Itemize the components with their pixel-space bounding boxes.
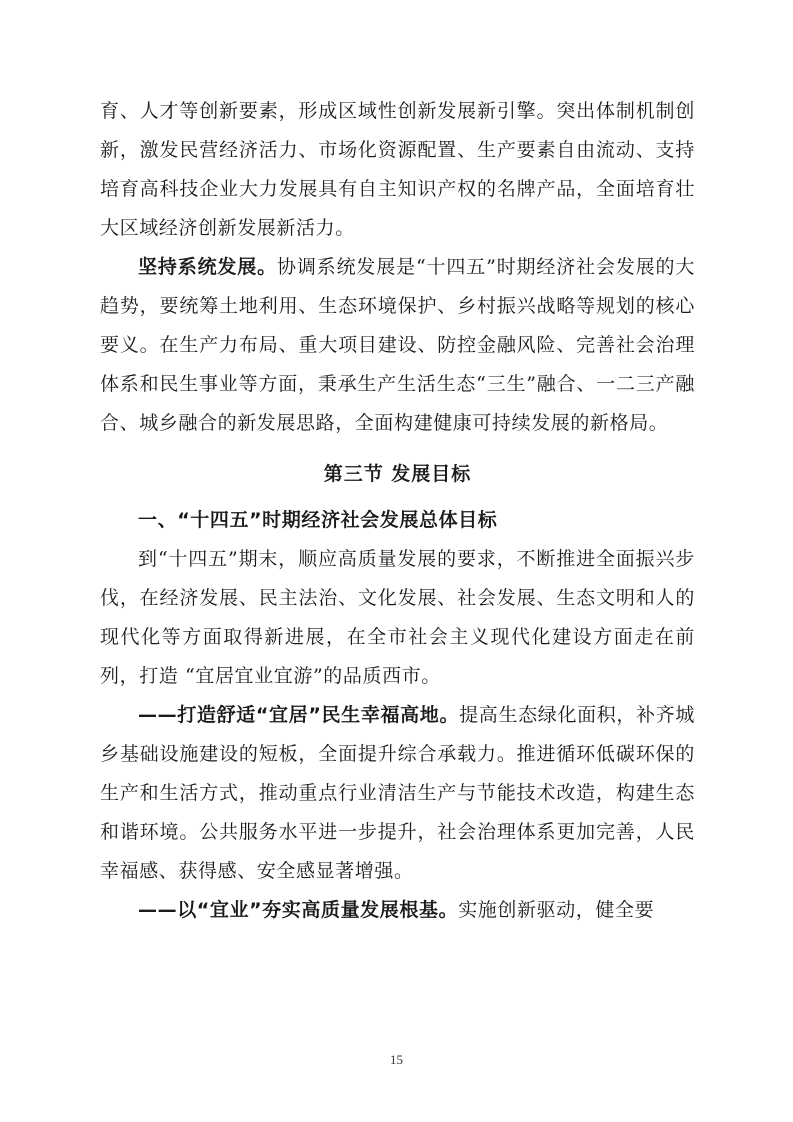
paragraph-goal-business: [100, 891, 695, 930]
page-number: 15: [390, 1052, 403, 1067]
goal-livable-lead: ——打造舒适“宜居”民生幸福高地。: [138, 704, 460, 726]
paragraph-body: 协调系统发展是“十四五”时期经济社会发展的大趋势，要统筹土地利用、生态环境保护、乡村振兴战略等规划的核心要义。在生产力布局、重大项目建设、防控金融风险、完善社会治理体系和民生事业等方面，秉承生产生活生态“三生”融合、一二三产融合、城乡融合的新发展思路，全面构建健康可持续发展的新格局。: [100, 256, 695, 434]
goal-livable-body: 提高生态绿化面积，补齐城乡基础设施建设的短板，全面提升综合承载力。推进循环低碳环保的生产和生活方式，推动重点行业清洁生产与节能技术改造，构建生态和谐环境。公共服务水平进一步提升，社会治理体系更加完善，人民幸福感、获得感、安全感显著增强。: [100, 704, 695, 882]
paragraph-system-development: [100, 248, 695, 443]
paragraph-innovation-continued: 育、人才等创新要素，形成区域性创新发展新引擎。突出体制机制创新，激发民营经济活力、市场化资源配置、生产要素自由流动、支持培育高科技企业大力发展具有自主知识产权的名牌产品，全面培育壮大区域经济创新发展新活力。: [100, 100, 695, 239]
paragraph-lead-heading: 坚持系统发展。: [138, 256, 277, 278]
section-title: 第三节 发展目标: [323, 463, 472, 485]
subsection-title: 一、“十四五”时期经济社会发展总体目标: [138, 509, 498, 531]
body-text: [100, 92, 695, 930]
goal-business-body: 实施创新驱动，健全要: [458, 899, 655, 921]
paragraph-goal-livable: [100, 696, 695, 891]
paragraph-goals-intro: 到“十四五”期末，顺应高质量发展的要求，不断推进全面振兴步伐，在经济发展、民主法治、文化发展、社会发展、生态文明和人的现代化等方面取得新进展，在全市社会主义现代化建设方面走在前列，打造 “宜居宜业宜游”的品质西市。: [100, 548, 695, 687]
goal-business-lead: ——以“宜业”夯实高质量发展根基。: [138, 899, 459, 921]
